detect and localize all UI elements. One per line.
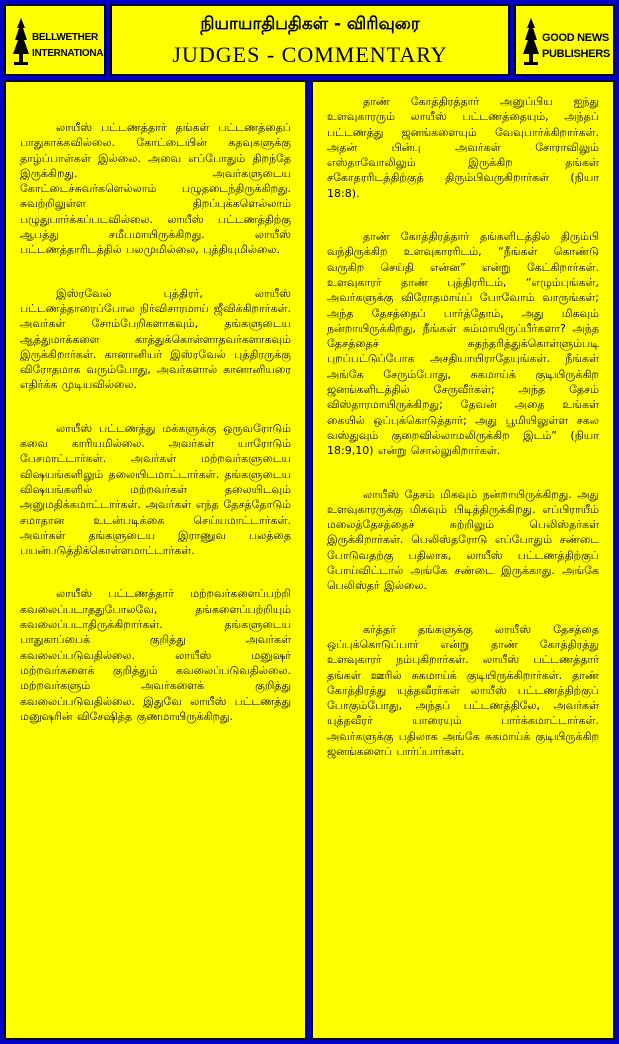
title-english: JUDGES - COMMENTARY (172, 42, 448, 67)
title-panel (110, 4, 510, 76)
right-column (311, 80, 615, 1040)
good-news-logo-icon (522, 18, 540, 66)
right-paragraph-4: கர்த்தர் தங்களுக்கு லாயீஸ் தேசத்தை ஒப்புக்கொடுப்பார் என்று தாண் கோத்திரத்து உளவுகாரர் நம்புகிறார்கள். லாயீஸ் பட்டணத்தார் தங்கள் ஊரில் சுகமாய்க் குடியிருக்கிறார்கள். தாண் கோத்திரத்து யுத்தவீரர்கள் லாயீஸ் பட்டணத்திற்குப் போகும்போது, அந்தப் பட்டணத்திலே, அவர்கள் யுத்தவீரர் யாரையும் பார்க்கமாட்டார்கள். அவர்களுக்கு பதிலாக அங்கே சுகமாய்க் குடியிருக்கிற ஜனங்களைப் பார்ப்பார்கள். (327, 622, 599, 758)
left-paragraph-1: லாயீஸ் பட்டணத்தார் தங்கள் பட்டணத்தைப் பாதுகாக்கவில்லை. கோட்டையின் கதவுகளுக்கு தாழ்ப்பாள்கள் இல்லை. அவை எப்போதும் திறந்தே இருக்கிறது. அவர்களுடைய கோட்டைச்சுவர்களெல்லாம் பழுதடைந்திருக்கிறது. சுவற்றிலுள்ள திறப்புக்களெல்லாம் பழுதுபார்க்கப்படவில்லை. லாயீஸ் பட்டணத்திற்கு ஆபத்து சமீபமாயிருக்கிறது. லாயீஸ் பட்டணத்தாரிடத்தில் பலமுமில்லை, புத்தியுமில்லை. (20, 121, 291, 257)
good-news-logo (522, 18, 612, 66)
bellwether-logo-icon (12, 18, 30, 66)
good-news-logo-line1: GOOD NEWS (542, 32, 609, 44)
left-paragraph-2: இஸ்ரவேல் புத்திரர், லாயீஸ் பட்டணத்தாரைப்போல நிர்விசாரமாய் ஜீவிக்கிறார்கள். அவர்கள் சோம்பேறிகளாகவும், தங்களுடைய ஆத்துமாக்களை காத்துக்கொள்ளாதவர்களாகவும் இருக்கிறார்கள். கானானியர் இஸ்ரவேல் புத்திரருக்கு விரோதமாக வரும்போது, அவர்களால் கானானியரை எதிர்க்க முடியவில்லை. (20, 286, 291, 392)
left-paragraph-3: லாயீஸ் பட்டணத்து மக்களுக்கு ஒருவரோடும் கவை காரியமில்லை. அவர்கள் யாரோடும் பேசமாட்டார்கள். அவர்கள் மற்றவர்களுடைய விஷயங்களிலும் தலையிடமாட்டார்கள். தங்களுடைய விஷயங்களில் மற்றவர்கள் தலையிடவும் அனுமதிக்கமாட்டார்கள். அவர்கள் எந்த தேசத்தோடும் சமாதான உடன்படிக்கை செய்யமாட்டார்கள். அவர்கள் தங்களுடைய இராணுவ பலத்தை பயன்படுத்திக்கொள்ளமாட்டார்கள். (20, 421, 291, 558)
good-news-logo-line2: PUBLISHERS (542, 48, 610, 60)
bellwether-logo-panel (4, 4, 110, 76)
left-column (4, 80, 307, 1040)
right-paragraph-2: தாண் கோத்திரத்தார் தங்களிடத்தில் திரும்பி வந்திருக்கிற உளவுகாரரிடம், “நீங்கள் கொண்டு வருகிற செய்தி என்ன” என்று கேட்கிறார்கள். உளவுகாரர் தாண் புத்திரரிடம், “எழும்புங்கள், அவர்களுக்கு விரோதமாய்ப் போவோம் வாருங்கள்; அந்த தேசத்தைப் பார்த்தோம், அது மிகவும் நன்றாயிருக்கிறது, நீங்கள் சும்மாயிருப்பீர்களா? அந்த தேசத்தைச் சுதந்தரித்துக்கொள்ளும்படி புறப்பட்டுப்போக அசதியாயிராதேயுங்கள். நீங்கள் அங்கே சேரும்போது, சுகமாய்க் குடியிருக்கிற ஜனங்களிடத்தில் சேருவீர்கள்; அந்த தேசம் விஸ்தாரமாயிருக்கிறது; தேவன் அதை உங்கள் கையில் ஒப்புக்கொடுத்தார்; அது பூமியிலுள்ள சகல வஸ்துவும் குறைவில்லாமலிருக்கிற இடம்” (நியா 18:9,10) என்று சொல்லுகிறார்கள். (327, 230, 599, 458)
bellwether-logo (12, 18, 110, 66)
bellwether-logo-line1: BELLWETHER (32, 32, 98, 43)
title-tamil: நியாயாதிபதிகள் - விரிவுரை (200, 14, 420, 34)
left-paragraph-4: லாயீஸ் பட்டணத்தார் மற்றவர்களைப்பற்றி கவலைப்படாததுபோலவே, தங்களைப்பற்றியும் கவலைப்படாதிருக்கிறார்கள். தங்களுடைய பாதுகாப்பைக் குறித்து அவர்கள் கவலைப்படுவதில்லை. லாயீஸ் மனுஷர் மற்றவர்களைக் குறித்தும் கவலைப்படுவதில்லை. மற்றவர்களும் அவர்களைக் குறித்து கவலைப்படுவதில்லை. இதுவே லாயீஸ் பட்டணத்து மனுஷரின் விசேஷித்த குணமாயிருக்கிறது. (20, 587, 291, 723)
bellwether-logo-line2: INTERNATIONAL (32, 48, 110, 59)
right-paragraph-1: தாண் கோத்திரத்தார் அனுப்பிய ஐந்து உளவுகாரரும் லாயீஸ் பட்டணத்தையும், அந்தப் பட்டணத்து ஜனங்களையும் வேவுபார்க்கிறார்கள். அதன் பின்பு அவர்கள் சோராவிலும் எஸ்தாவோலிலும் இருக்கிற தங்கள் சகோதரரிடத்திற்குத் திரும்பிவருகிறார்கள் (நியா 18:8). (327, 95, 599, 200)
right-paragraph-3: லாயீஸ் தேசம் மிகவும் நன்றாயிருக்கிறது. அது உளவுகாரருக்கு மிகவும் பிடித்திருக்கிறது. எப்பிராயீம் மலைத்தேசத்தைச் சுற்றிலும் பெலிஸ்தர்கள் இருக்கிறார்கள். பெலிஸ்தரோடு எப்போதும் சண்டை போடுவதற்கு பதிலாக, லாயீஸ் பட்டணத்திற்குப் போய்விட்டால் அங்கே சண்டை இருக்காது. அங்கே பெலிஸ்தர் இல்லை. (327, 487, 599, 593)
good-news-logo-panel (514, 4, 615, 76)
